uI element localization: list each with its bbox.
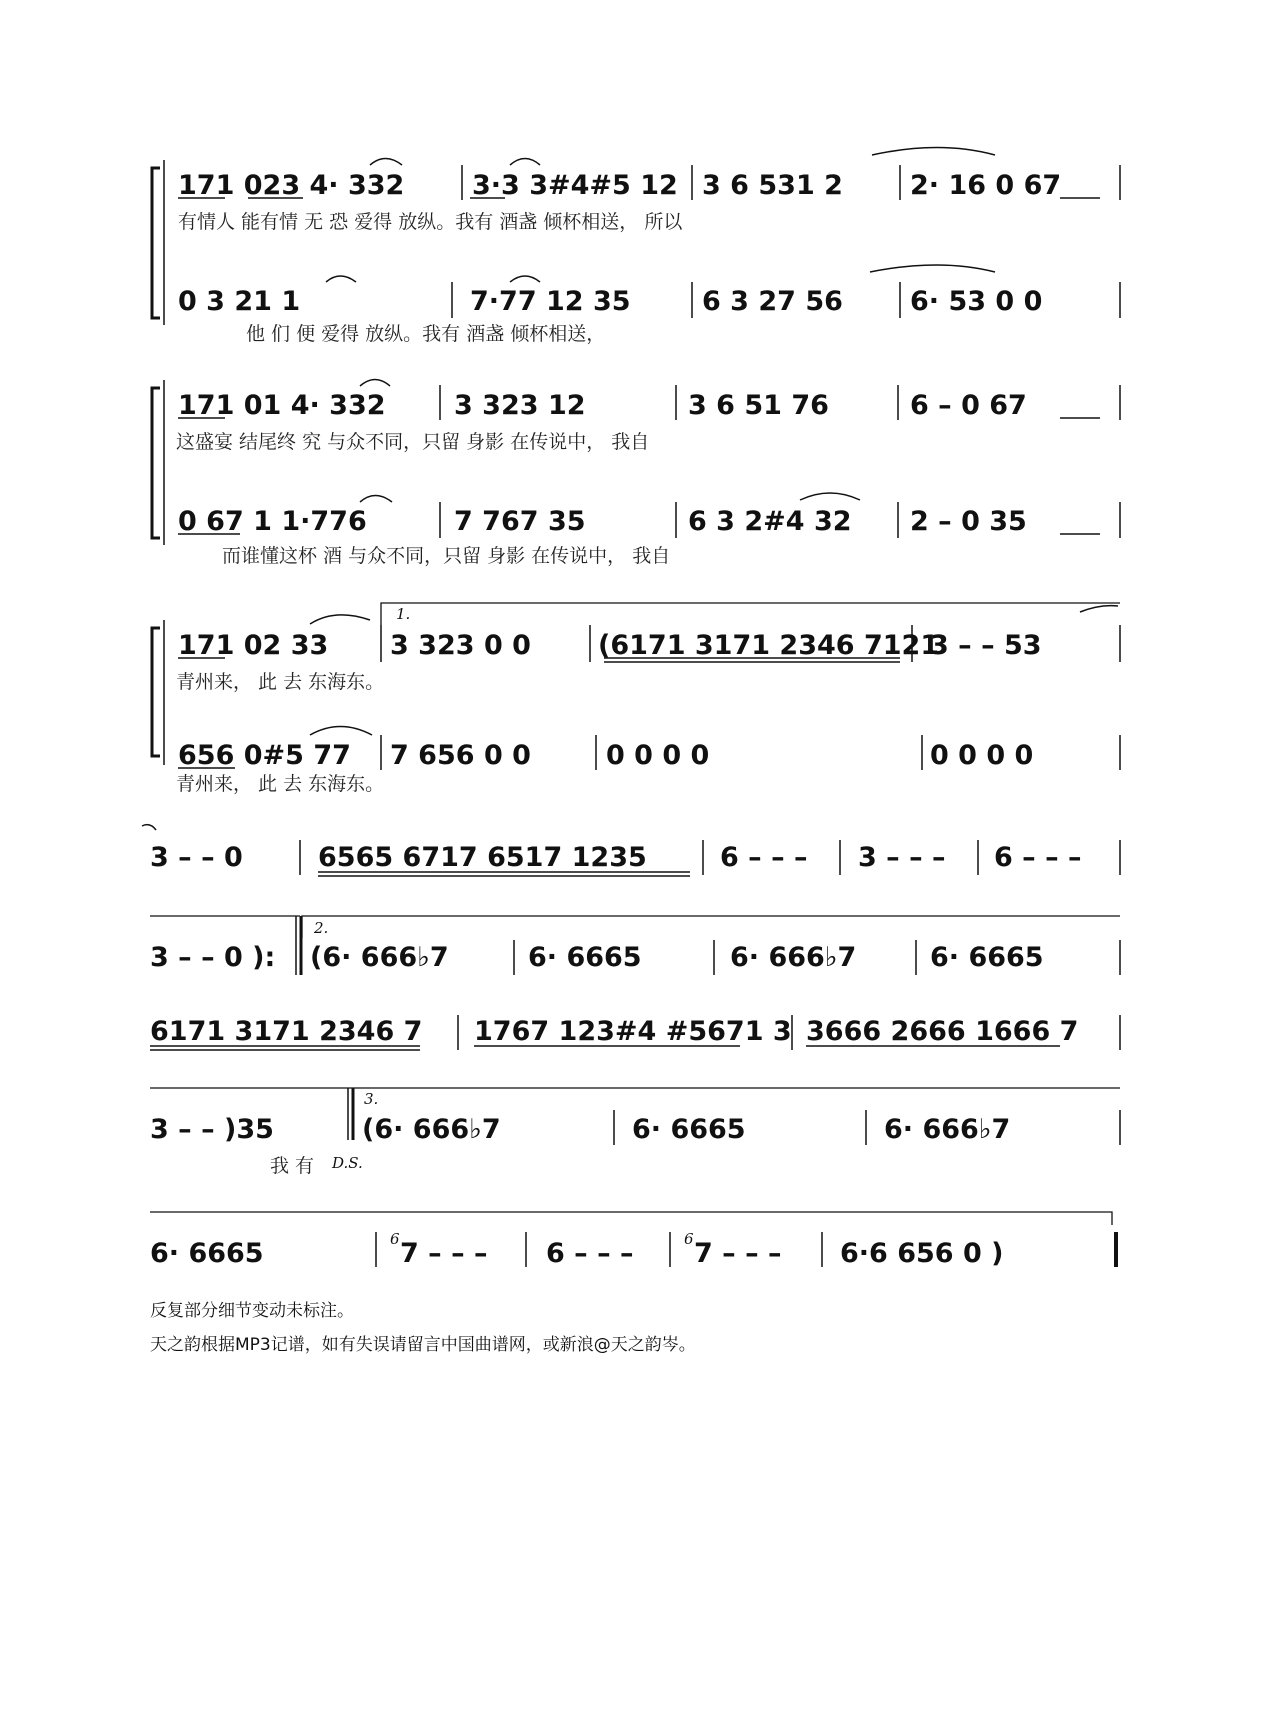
system-brace xyxy=(152,168,160,318)
notes-s1v2-m2: 7·77 12 35 xyxy=(470,286,631,317)
notes-s1v2-m1: 0 3 21 1 xyxy=(178,286,301,317)
notes-s2v2-m3: 6 3 2#4 32 xyxy=(688,506,852,537)
notes-l5-m1: 6· 6665 xyxy=(150,1238,264,1269)
notes-s2v1-m1: 171 01 4· 332 xyxy=(178,390,386,421)
notes-l4-m4: 6· 666♭7 xyxy=(884,1114,1011,1145)
system-2 xyxy=(152,380,1120,568)
lyrics-s1v2: 他 们 便 爱得 放纵。我有 酒盏 倾杯相送， xyxy=(246,323,606,345)
notes-l2-m3: 6· 6665 xyxy=(528,942,642,973)
notes-l4-m1: 3 – – )35 xyxy=(150,1114,274,1145)
notes-s1v1-m4: 2· 16 0 67 xyxy=(910,170,1062,201)
notes-s1v2-m4: 6· 53 0 0 xyxy=(910,286,1043,317)
lyrics-s3v2: 青州来， 此 去 东海东。 xyxy=(176,773,385,795)
single-line-3 xyxy=(150,1015,1120,1050)
notes-l1-m3: 6 – – – xyxy=(720,842,808,873)
grace-note: 6 xyxy=(390,1230,400,1248)
notes-l5-m3: 6 – – – xyxy=(546,1238,634,1269)
notes-s3v1-m1: 171 02 33 xyxy=(178,630,329,661)
notes-s3v2-m2: 7 656 0 0 xyxy=(390,740,531,771)
notes-l4-m2: (6· 666♭7 xyxy=(362,1114,501,1145)
footnote-1: 反复部分细节变动未标注。 xyxy=(150,1301,354,1321)
notes-l1-m5: 6 – – – xyxy=(994,842,1082,873)
lyrics-s3v1: 青州来， 此 去 东海东。 xyxy=(176,671,385,693)
notes-s2v1-m2: 3 323 12 xyxy=(454,390,586,421)
grace-note-2: 6 xyxy=(684,1230,694,1248)
notes-s2v2-m2: 7 767 35 xyxy=(454,506,586,537)
single-line-5 xyxy=(150,1212,1116,1269)
system-1 xyxy=(152,148,1120,346)
notes-s2v2-m1: 0 67 1 1·776 xyxy=(178,506,367,537)
system-brace xyxy=(152,628,160,756)
notes-s1v1-m3: 3 6 531 2 xyxy=(702,170,843,201)
system-3 xyxy=(152,603,1120,795)
notes-l3-m3: 3666 2666 1666 7 xyxy=(806,1016,1079,1047)
notes-l5-m4: 7 – – – xyxy=(694,1238,782,1269)
volta-3-label: 3. xyxy=(364,1090,379,1108)
notes-s3v2-m1: 656 0#5 77 xyxy=(178,740,351,771)
notes-s2v2-m4: 2 – 0 35 xyxy=(910,506,1027,537)
notes-s1v2-m3: 6 3 27 56 xyxy=(702,286,843,317)
notes-l5-m2: 7 – – – xyxy=(400,1238,488,1269)
notes-l1-m2: 6565 6717 6517 1235 xyxy=(318,842,647,873)
volta-2-label: 2. xyxy=(314,919,329,937)
footnote-2: 天之韵根据MP3记谱，如有失误请留言中国曲谱网，或新浪@天之韵岑。 xyxy=(150,1335,696,1355)
lyrics-s2v1: 这盛宴 结尾终 究 与众不同，只留 身影 在传说中， 我自 xyxy=(176,431,650,453)
notes-l2-m4: 6· 666♭7 xyxy=(730,942,857,973)
notes-l2-m5: 6· 6665 xyxy=(930,942,1044,973)
system-brace xyxy=(152,388,160,538)
notes-s3v1-m2: 3 323 0 0 xyxy=(390,630,531,661)
notes-l2-m2: (6· 666♭7 xyxy=(310,942,449,973)
notes-s3v2-m3: 0 0 0 0 xyxy=(606,740,710,771)
notes-s2v1-m4: 6 – 0 67 xyxy=(910,390,1027,421)
lyrics-l4: 我 有 xyxy=(270,1155,315,1177)
notes-s2v1-m3: 3 6 51 76 xyxy=(688,390,829,421)
volta-1-label: 1. xyxy=(396,605,411,623)
single-line-1 xyxy=(142,825,1120,876)
notes-s3v1-m4: 3 – – 53 xyxy=(930,630,1042,661)
notes-l5-m5: 6·6 656 0 ) xyxy=(840,1238,1004,1269)
ds-sign: D.S. xyxy=(332,1154,363,1172)
single-line-2 xyxy=(150,916,1120,975)
notes-l1-m4: 3 – – – xyxy=(858,842,946,873)
notes-l1-m1: 3 – – 0 xyxy=(150,842,243,873)
notes-s3v2-m4: 0 0 0 0 xyxy=(930,740,1034,771)
notes-s1v1-m2: 3·3 3#4#5 12 xyxy=(472,170,678,201)
single-line-4 xyxy=(150,1088,1120,1177)
lyrics-s2v2: 而谁懂这杯 酒 与众不同，只留 身影 在传说中， 我自 xyxy=(222,545,671,567)
notes-l3-m1: 6171 3171 2346 7 xyxy=(150,1016,423,1047)
notes-s1v1-m1: 171 023 4· 332 xyxy=(178,170,405,201)
notes-l3-m2: 1767 123#4 #5671 3 xyxy=(474,1016,792,1047)
notes-l4-m3: 6· 6665 xyxy=(632,1114,746,1145)
notes-l2-m1: 3 – – 0 ): xyxy=(150,942,276,973)
notes-s3v1-m3: (6171 3171 2346 7121 xyxy=(598,630,940,661)
lyrics-s1v1: 有情人 能有情 无 恐 爱得 放纵。我有 酒盏 倾杯相送， 所以 xyxy=(178,211,683,233)
